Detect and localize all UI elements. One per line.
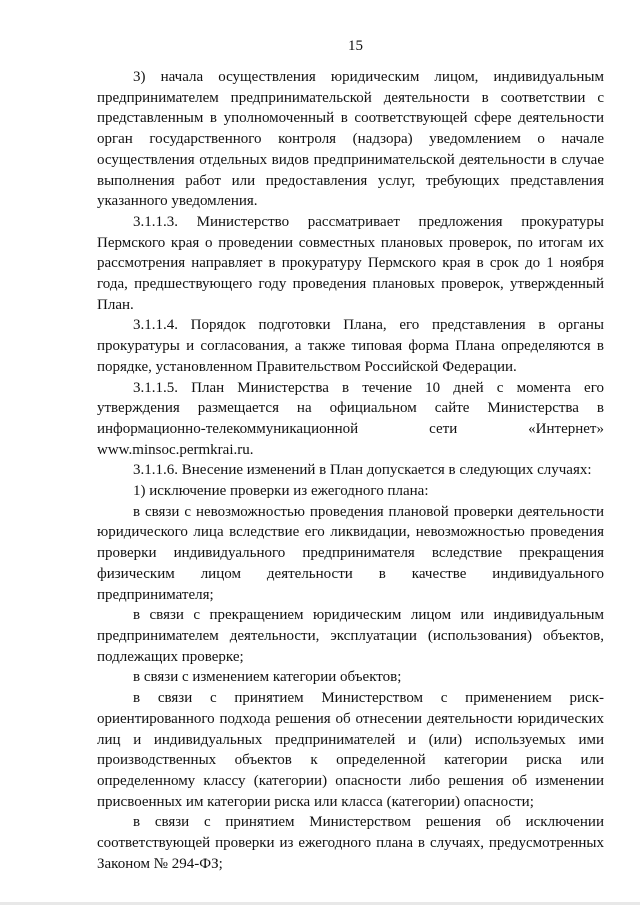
paragraph-3-1-1-6: 3.1.1.6. Внесение изменений в План допускается в следующих случаях: — [133, 462, 592, 479]
document-body — [97, 67, 604, 874]
sub-item-category-change: в связи с изменением категории объектов; — [133, 669, 402, 686]
sub-item-risk-approach: в связи с принятием Министерством с применением риск-ориентированного подхода решения об отнесении деятельности юридических лиц и индивидуальных предпринимателей и (или) используемых ими производственных объектов к определенной категории риска или определенному классу (категории) опасности либо решения об изменении присвоенных им категории риска или класса (категории) опасности; — [97, 690, 604, 810]
sub-item-exclusion: в связи с принятием Министерством решения об исключении соответствующей проверки из ежегодного плана в случаях, предусмотренных Законом № 294-ФЗ; — [97, 814, 604, 872]
sub-item-termination: в связи с прекращением юридическим лицом или индивидуальным предпринимателем деятельности, эксплуатации (использования) объектов, подлежащих проверке; — [97, 607, 604, 665]
paragraph-3-1-1-3: 3.1.1.3. Министерство рассматривает предложения прокуратуры Пермского края о проведении совместных плановых проверок, по итогам их рассмотрения направляет в прокуратуру Пермского края в срок до 1 ноября года, предшествующего году проведения плановых проверок, утвержденный План. — [97, 213, 604, 313]
page-number: 15 — [348, 38, 363, 54]
paragraph-3-1-1-4: 3.1.1.4. Порядок подготовки Плана, его представления в органы прокуратуры и согласования, а также типовая форма Плана определяются в порядке, установленном Правительством Российской Федерации. — [97, 317, 604, 375]
sub-item-liquidation: в связи с невозможностью проведения плановой проверки деятельности юридического лица вследствие его ликвидации, невозможностью проведения проверки индивидуального предпринимателя вследствие прекращения физическим лицом деятельности в качестве индивидуального предпринимателя; — [97, 503, 604, 603]
paragraph-item-3: 3) начала осуществления юридическим лицом, индивидуальным предпринимателем предпринимательской деятельности в соответствии с представленным в уполномоченный в соответствующей сфере деятельности орган государственного контроля (надзора) уведомлением о начале осуществления отдельных видов предпринимательской деятельности в случае выполнения работ или предоставления услуг, требующих представления указанного уведомления. — [97, 69, 604, 210]
list-item-1: 1) исключение проверки из ежегодного плана: — [133, 483, 429, 500]
paragraph-3-1-1-5: 3.1.1.5. План Министерства в течение 10 дней с момента его утверждения размещается на официальном сайте Министерства в информационно-телекоммуникационной сети «Интернет» www.minsoc.permkrai.ru. — [97, 379, 604, 458]
